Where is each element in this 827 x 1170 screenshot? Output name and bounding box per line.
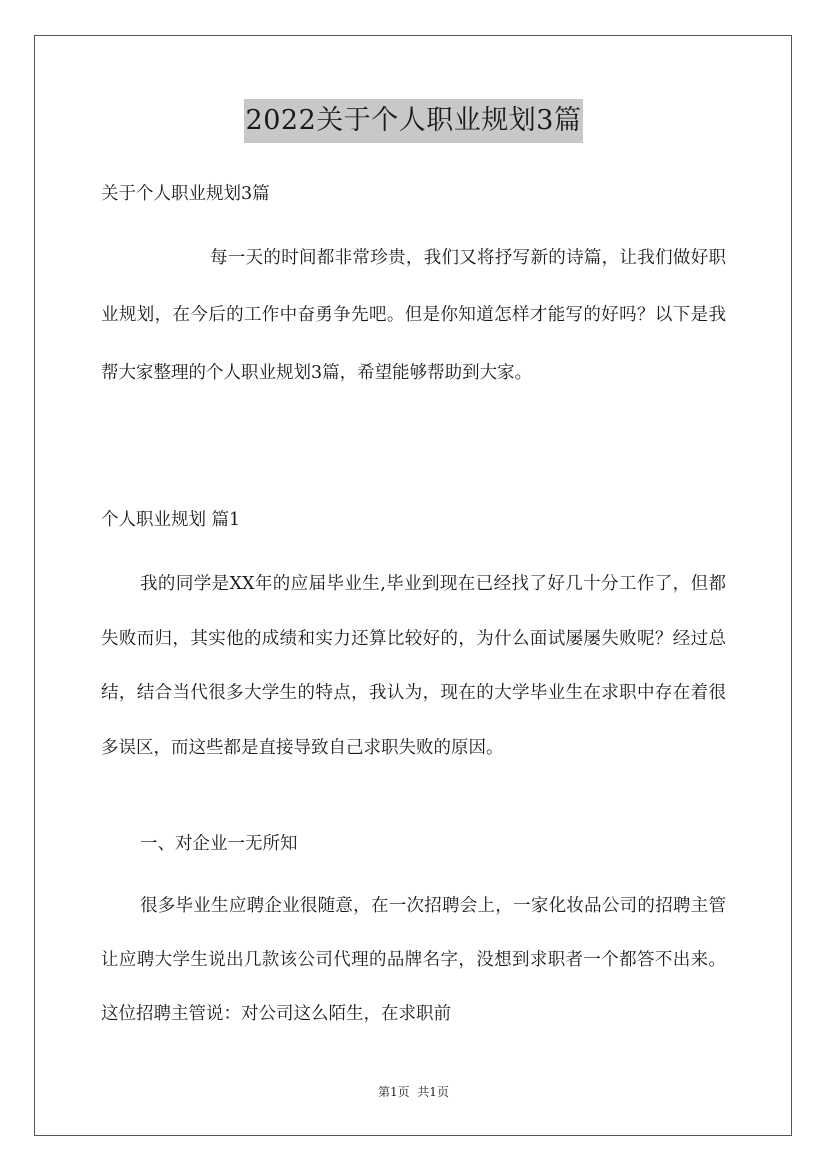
- section-heading: 个人职业规划 篇1: [101, 510, 241, 530]
- title-container: [0, 99, 827, 143]
- intro-paragraph: 每一天的时间都非常珍贵，我们又将抒写新的诗篇，让我们做好职业规划，在今后的工作中奋勇争先吧。但是你知道怎样才能写的好吗？以下是我帮大家整理的个人职业规划3篇，希望能够帮助到大家。: [101, 248, 726, 383]
- item-heading: 一、对企业一无所知: [140, 834, 298, 854]
- body-paragraph-1: 我的同学是XX年的应届毕业生,毕业到现在已经找了好几十分工作了，但都失败而归，其实他的成绩和实力还算比较好的，为什么面试屡屡失败呢？经过总结，结合当代很多大学生的特点，我认为，现在的大学毕业生在求职中存在着很多误区，而这些都是直接导致自己求职失败的原因。: [101, 574, 726, 758]
- document-title: 2022关于个人职业规划3篇: [244, 99, 584, 143]
- document-subtitle: 关于个人职业规划3篇: [101, 184, 270, 204]
- body-paragraph-2: 很多毕业生应聘企业很随意，在一次招聘会上，一家化妆品公司的招聘主管让应聘大学生说出几款该公司代理的品牌名字，没想到求职者一个都答不出来。这位招聘主管说：对公司这么陌生，在求职前: [101, 896, 726, 1024]
- page-number-footer: 第1页 共1页: [378, 1085, 449, 1099]
